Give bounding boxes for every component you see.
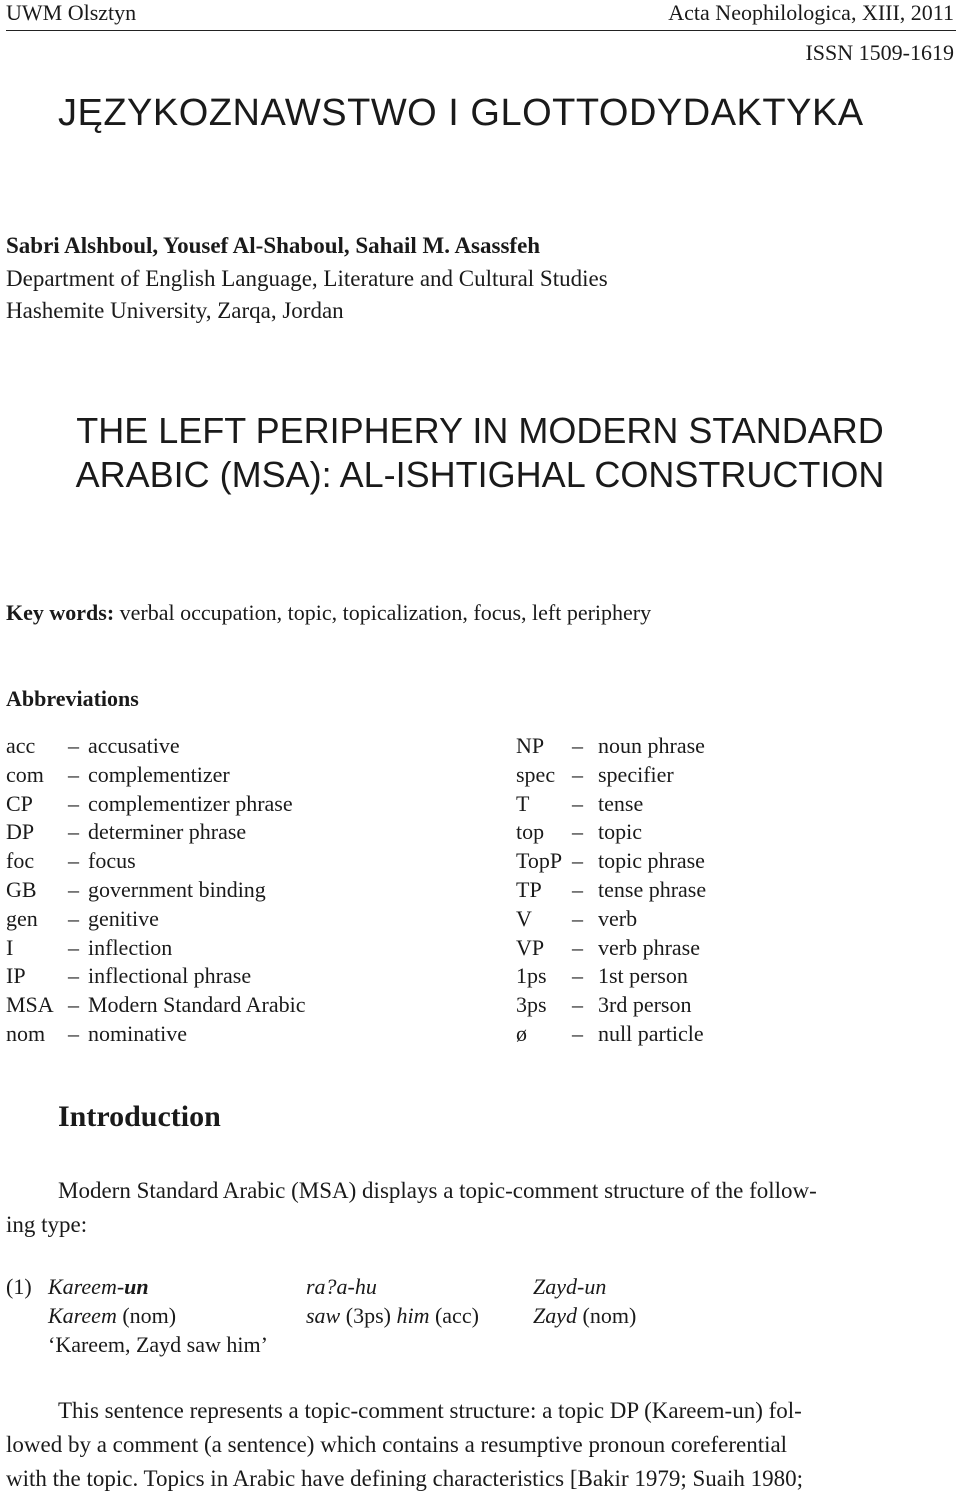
abbreviation-value: verb [598, 905, 638, 931]
abbreviation-dash: – [68, 819, 79, 845]
para2-line-1: This sentence represents a topic-comment structure: a topic DP (Kareem-un) fol- [58, 1398, 802, 1423]
abbreviation-dash: – [572, 761, 583, 787]
title-line-2: ARABIC (MSA): AL-ISHTIGHAL CONSTRUCTION [75, 454, 885, 495]
gloss-3-case: (nom) [577, 1303, 637, 1328]
abbreviation-value: topic phrase [598, 848, 705, 874]
abbreviation-value: complementizer phrase [88, 790, 293, 816]
example-word-1-stem: Kareem- [48, 1274, 125, 1299]
abbreviation-value: inflectional phrase [88, 963, 252, 989]
abbreviation-dash: – [572, 733, 583, 758]
abbreviation-dash: – [572, 790, 583, 816]
abbreviation-value: tense [598, 790, 644, 816]
abbreviation-key: 1ps [516, 963, 547, 989]
abbreviation-dash: – [572, 992, 583, 1018]
example-number: (1) [6, 1274, 32, 1299]
para1-line-1: Modern Standard Arabic (MSA) displays a topic-comment structure of the follow- [58, 1178, 817, 1203]
abbreviation-dash: – [572, 1021, 583, 1046]
example-word-3-text: Zayd-un [533, 1274, 607, 1299]
gloss-1-word: Kareem [48, 1303, 117, 1328]
abbreviation-key: nom [6, 1021, 46, 1046]
abbreviation-dash: – [572, 934, 583, 960]
university: Hashemite University, Zarqa, Jordan [6, 298, 344, 323]
section-heading: JĘZYKOZNAWSTWO I GLOTTODYDAKTYKA [58, 92, 864, 134]
example-word-1 [48, 1274, 149, 1300]
gloss-1-case: (nom) [116, 1303, 177, 1328]
abbreviation-value: government binding [88, 877, 266, 902]
para2-line-2: lowed by a comment (a sentence) which contains a resumptive pronoun coreferential [6, 1432, 788, 1457]
abbreviation-key: TopP [516, 848, 563, 874]
abbreviation-value: genitive [88, 905, 159, 931]
authors: Sabri Alshboul, Yousef Al-Shaboul, Sahail M. Asassfeh [6, 233, 541, 258]
abbreviation-value: inflection [88, 934, 173, 960]
header-journal: Acta Neophilologica, XIII, 2011 [668, 0, 954, 25]
abbreviation-key: T [516, 790, 530, 816]
abbreviation-value: verb phrase [598, 934, 701, 960]
abbreviation-key: foc [6, 848, 35, 874]
abbreviation-key: V [516, 905, 532, 931]
abbreviation-key: gen [6, 905, 38, 931]
abbreviation-dash: – [572, 819, 583, 845]
department: Department of English Language, Literature and Cultural Studies [6, 266, 608, 291]
gloss-3 [533, 1303, 636, 1329]
header-left: UWM Olsztyn [6, 0, 137, 25]
gloss-2-word: saw [306, 1303, 341, 1328]
abbreviation-key: ø [516, 1021, 527, 1046]
abbreviation-dash: – [572, 877, 583, 902]
abbreviation-value: specifier [598, 761, 674, 787]
issn: ISSN 1509-1619 [805, 40, 954, 65]
abbreviation-key: VP [516, 934, 545, 960]
abbreviation-dash: – [68, 905, 79, 931]
gloss-2 [306, 1303, 479, 1329]
abbreviation-key: 3ps [516, 992, 547, 1018]
abbreviation-value: noun phrase [598, 733, 705, 758]
header-rule [6, 30, 956, 31]
abbreviation-dash: – [68, 934, 79, 960]
abbreviation-value: 1st person [598, 963, 688, 989]
abbreviation-dash: – [68, 848, 79, 874]
gloss-3-word: Zayd [533, 1303, 577, 1328]
abbreviation-key: I [6, 934, 14, 960]
abbreviation-value: complementizer [88, 761, 230, 787]
abbreviation-key: MSA [6, 992, 54, 1018]
abbreviation-dash: – [68, 790, 79, 816]
abbreviation-dash: – [572, 905, 583, 931]
para2-line-3: with the topic. Topics in Arabic have defining characteristics [Bakir 1979; Suaih 1980; [6, 1466, 804, 1491]
title-line-1: THE LEFT PERIPHERY IN MODERN STANDARD [76, 410, 884, 451]
abbreviation-dash: – [68, 1021, 79, 1046]
abbreviation-key: NP [516, 733, 545, 758]
abbreviation-dash: – [68, 963, 79, 989]
gloss-2-case: (acc) [429, 1303, 479, 1328]
abbreviation-key: com [6, 761, 44, 787]
keywords-label: Key words: [6, 600, 115, 625]
keywords [6, 600, 651, 626]
abbreviation-value: determiner phrase [88, 819, 247, 845]
abbreviation-dash: – [572, 963, 583, 989]
abbreviation-value: tense phrase [598, 877, 707, 902]
abbreviation-key: CP [6, 790, 33, 816]
abbreviation-value: null particle [598, 1021, 704, 1046]
abbreviations-heading: Abbreviations [6, 686, 139, 711]
gloss-2-pronoun: him [396, 1303, 430, 1328]
abbreviation-dash: – [572, 848, 583, 874]
abbreviation-key: GB [6, 877, 37, 902]
abbreviation-value: 3rd person [598, 992, 692, 1018]
abbreviation-dash: – [68, 992, 79, 1018]
abbreviation-key: top [516, 819, 545, 845]
example-word-2 [306, 1274, 377, 1300]
abbreviation-value: topic [598, 819, 642, 845]
example-translation: ‘Kareem, Zayd saw him’ [48, 1332, 268, 1357]
example-word-3 [533, 1274, 606, 1300]
gloss-1 [48, 1303, 176, 1329]
abbreviation-dash: – [68, 761, 79, 787]
abbreviation-key: IP [6, 963, 26, 989]
example-word-2-text: ra?a-hu [306, 1274, 377, 1299]
introduction-heading: Introduction [58, 1100, 221, 1133]
abbreviation-key: acc [6, 733, 36, 758]
keywords-text: verbal occupation, topic, topicalization, focus, left periphery [114, 600, 652, 625]
abbreviation-value: focus [88, 848, 136, 874]
para1-line-2: ing type: [6, 1212, 88, 1237]
abbreviation-key: TP [516, 877, 542, 902]
abbreviation-value: accusative [88, 733, 180, 758]
abbreviation-key: spec [516, 761, 556, 787]
abbreviation-key: DP [6, 819, 35, 845]
example-word-1-suffix: un [124, 1274, 149, 1299]
abbreviation-dash: – [68, 877, 79, 902]
abbreviation-value: Modern Standard Arabic [88, 992, 306, 1018]
abbreviation-dash: – [68, 733, 79, 758]
abbreviation-value: nominative [88, 1021, 187, 1046]
gloss-2-person: (3ps) [340, 1303, 397, 1328]
